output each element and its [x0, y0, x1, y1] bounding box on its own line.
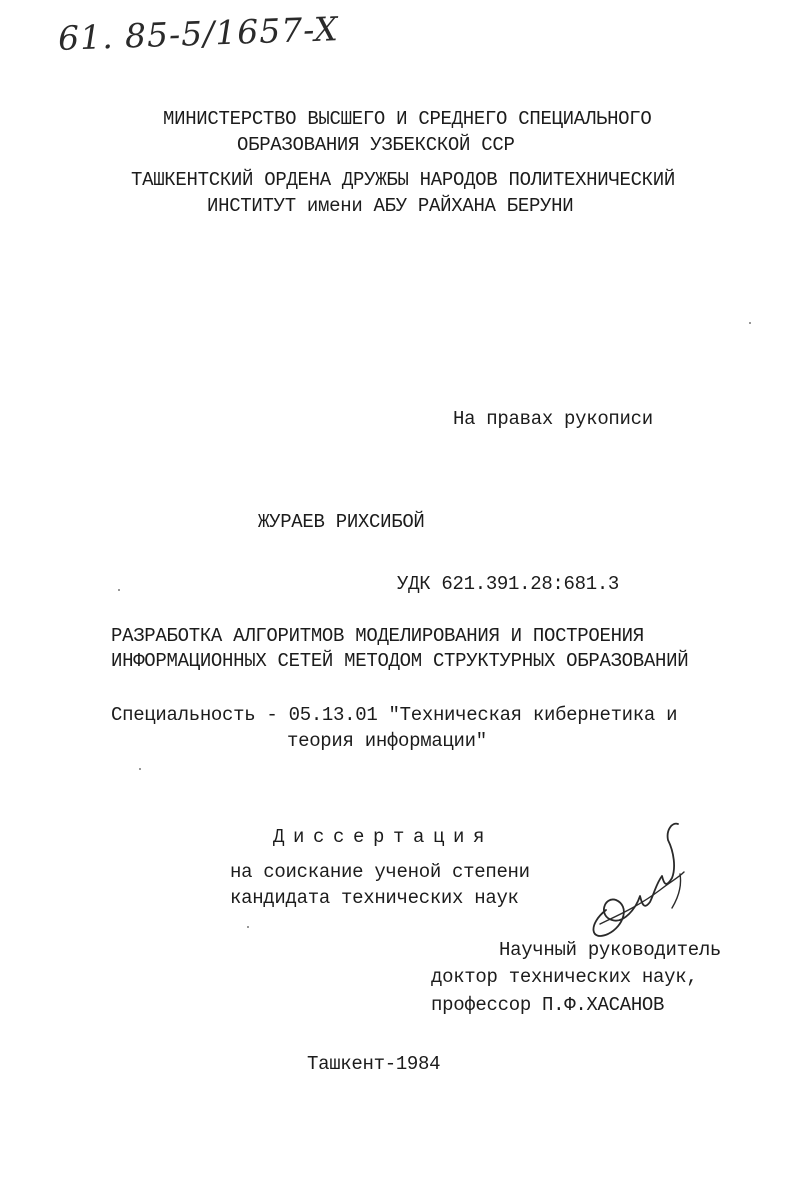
title-line-1: РАЗРАБОТКА АЛГОРИТМОВ МОДЕЛИРОВАНИЯ И ПОСТРОЕНИЯ — [111, 625, 644, 647]
dissertation-line-2: кандидата технических наук — [230, 887, 519, 909]
scan-speck — [139, 768, 141, 770]
title-line-2: ИНФОРМАЦИОННЫХ СЕТЕЙ МЕТОДОМ СТРУКТУРНЫХ ОБРАЗОВАНИЙ — [111, 650, 689, 672]
institute-line-1: ТАШКЕНТСКИЙ ОРДЕНА ДРУЖБЫ НАРОДОВ ПОЛИТЕХНИЧЕСКИЙ — [131, 169, 675, 191]
specialty-line-2: теория информации" — [287, 730, 487, 752]
institute-line-2: ИНСТИТУТ имени АБУ РАЙХАНА БЕРУНИ — [207, 195, 574, 217]
archive-code-handwritten: 61. 85-5/1657-X — [57, 9, 340, 58]
scan-speck — [247, 926, 249, 928]
author-name: ЖУРАЕВ РИХСИБОЙ — [258, 511, 425, 533]
place-year: Ташкент-1984 — [307, 1053, 441, 1075]
supervisor-line-1: Научный руководитель — [499, 939, 722, 961]
supervisor-line-3: профессор П.Ф.ХАСАНОВ — [431, 994, 665, 1016]
signature-icon — [578, 812, 690, 948]
specialty-line-1: Специальность - 05.13.01 "Техническая кибернетика и — [111, 704, 678, 726]
dissertation-heading: Диссертация — [273, 826, 494, 848]
manuscript-note: На правах рукописи — [453, 408, 653, 430]
udc-code: УДК 621.391.28:681.3 — [397, 573, 620, 595]
dissertation-line-1: на соискание ученой степени — [230, 861, 530, 883]
supervisor-line-2: доктор технических наук, — [431, 966, 698, 988]
scan-speck — [118, 589, 120, 591]
ministry-line-1: МИНИСТЕРСТВО ВЫСШЕГО И СРЕДНЕГО СПЕЦИАЛЬНОГО — [163, 108, 652, 130]
ministry-line-2: ОБРАЗОВАНИЯ УЗБЕКСКОЙ ССР — [237, 134, 515, 156]
scan-speck — [749, 322, 751, 324]
